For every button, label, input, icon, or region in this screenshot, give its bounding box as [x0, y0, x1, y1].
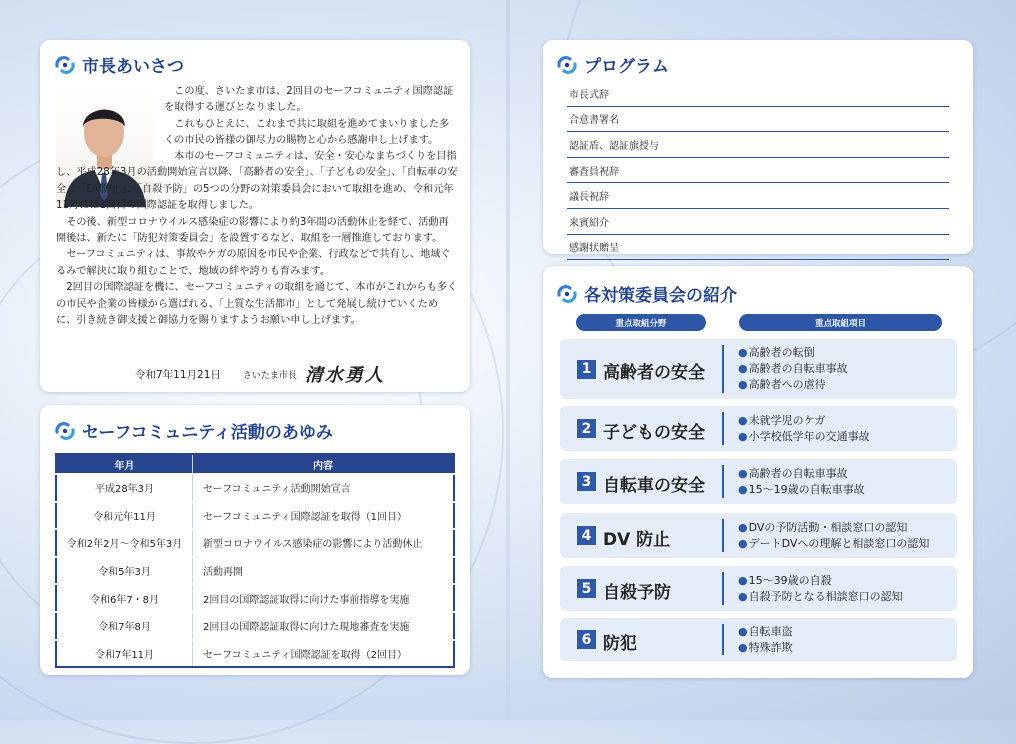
- greeting-paragraph: この度、さいたま市は、2回目のセーフコミュニティ国際認証を取得する運びとなりました。: [164, 86, 454, 114]
- row-content: 2回目の国際認証取得に向けた事前指導を実施: [193, 584, 455, 612]
- divider: [722, 519, 724, 552]
- committee-item: ● DVの予防活動・相談窓口の認知: [738, 520, 929, 536]
- row-content: セーフコミュニティ国際認証を取得（2回目）: [193, 640, 455, 668]
- mayor-signature: 清水勇人: [304, 365, 385, 386]
- program-title: プログラム: [556, 52, 669, 77]
- committee-items: [738, 624, 793, 656]
- committee-name: 子どもの安全: [603, 422, 705, 443]
- committee-items: [738, 345, 848, 393]
- committee-name: DV 防止: [603, 529, 671, 550]
- history-title: セーフコミュニティ活動のあゆみ: [54, 418, 333, 443]
- greeting-paragraph: セーフコミュニティは、事故やケガの原因を市民や企業、行政などで共有し、地域ぐるみで解決に取り組むことで、地域の絆や誇りも育みます。: [56, 249, 451, 277]
- program-item: 議長祝辞: [567, 183, 949, 209]
- table-row: [56, 529, 454, 557]
- row-date: 令和5年3月: [56, 557, 193, 585]
- committee-name: 防犯: [603, 633, 637, 654]
- mayor-role: さいたま市長: [242, 370, 297, 381]
- row-date: 令和2年2月～令和5年3月: [56, 529, 193, 557]
- committee-items: [738, 413, 870, 445]
- safety-community-logo-icon: [54, 420, 76, 442]
- committee-item: ● 高齢者への虐待: [738, 377, 848, 393]
- table-row: [56, 557, 454, 585]
- header-pill-area: 重点取組分野: [576, 314, 706, 331]
- committees-title: 各対策委員会の紹介: [556, 281, 737, 306]
- column-header-date: 年月: [56, 454, 193, 474]
- committee-item: ● 高齢者の自転車事故: [738, 361, 848, 377]
- greeting-intro: [164, 84, 458, 150]
- committee-row: [560, 566, 957, 611]
- committee-item: ● 自転車盗: [738, 624, 793, 640]
- history-table: [55, 453, 455, 668]
- table-row: [56, 502, 454, 530]
- safety-community-logo-icon: [556, 283, 578, 305]
- committee-items: [738, 466, 865, 498]
- program-item: 市長式辞: [567, 81, 949, 107]
- committee-number: 6: [577, 630, 596, 649]
- committee-number: 3: [577, 472, 596, 491]
- page-gutter: [506, 0, 510, 720]
- signature-line: [135, 361, 385, 387]
- committee-item: ● 未就学児のケガ: [738, 413, 870, 429]
- divider: [722, 345, 724, 393]
- committee-item: ● 高齢者の転倒: [738, 345, 848, 361]
- table-row: [56, 640, 454, 668]
- table-row: [56, 612, 454, 640]
- committee-item: ● デートDVへの理解と相談窓口の認知: [738, 536, 929, 552]
- committee-row: [560, 618, 957, 661]
- divider: [722, 412, 724, 445]
- greeting-date: 令和7年11月21日: [135, 368, 221, 381]
- table-row: [56, 474, 454, 502]
- row-content: セーフコミュニティ活動開始宣言: [193, 474, 455, 502]
- divider: [722, 624, 724, 655]
- safety-community-logo-icon: [556, 54, 578, 76]
- row-content: 活動再開: [193, 557, 455, 585]
- committee-number: 5: [577, 579, 596, 598]
- row-content: 2回目の国際認証取得に向けた現地審査を実施: [193, 612, 455, 640]
- divider: [722, 572, 724, 605]
- program-item: 来賓紹介: [567, 209, 949, 235]
- committee-item: ● 自殺予防となる相談窓口の認知: [738, 589, 903, 605]
- greeting-paragraph: これもひとえに、これまで共に取組を進めてまいりました多くの市民の皆様の御尽力の賜物と心から感謝申し上げます。: [164, 118, 450, 147]
- row-date: 令和元年11月: [56, 502, 193, 530]
- program-item: 感謝状贈呈: [567, 235, 949, 261]
- committee-number: 1: [577, 360, 596, 379]
- table-header-row: [56, 454, 454, 474]
- committee-item: ● 15～39歳の自殺: [738, 573, 903, 589]
- program-list: [567, 81, 949, 260]
- row-content: 新型コロナウイルス感染症の影響により活動休止: [193, 529, 455, 557]
- committee-item: ● 特殊詐欺: [738, 640, 793, 656]
- header-pill-items: 重点取組項目: [739, 314, 942, 331]
- greeting-paragraph: 2回目の国際認証を機に、セーフコミュニティの取組を通じて、本市がこれからも多くの市民や企業の皆様から選ばれる、「上質な生活都市」として発展し続けていくために、引き続き御支援と御協力を賜りますようお願い申し上げます。: [56, 282, 458, 327]
- column-header-content: 内容: [193, 454, 455, 474]
- row-date: 令和7年8月: [56, 612, 193, 640]
- row-date: 平成28年3月: [56, 474, 193, 502]
- committee-items: [738, 520, 929, 552]
- greeting-body: [56, 149, 458, 329]
- committee-number: 2: [577, 419, 596, 438]
- committee-name: 自殺予防: [603, 582, 671, 603]
- committee-name: 高齢者の安全: [603, 363, 705, 383]
- committee-items: [738, 573, 903, 605]
- program-item: 認証盾、認証旗授与: [567, 132, 949, 158]
- divider: [722, 465, 724, 498]
- table-row: [56, 584, 454, 612]
- row-date: 令和6年7・8月: [56, 584, 193, 612]
- committee-row: [560, 339, 957, 399]
- committee-row: [560, 513, 957, 558]
- row-date: 令和7年11月: [56, 640, 193, 668]
- greeting-paragraph: その後、新型コロナウイルス感染症の影響により約3年間の活動休止を経て、活動再開後は、新たに「防犯対策委員会」を設置するなど、取組を一層推進しております。: [56, 216, 449, 245]
- greeting-title: 市長あいさつ: [54, 52, 184, 77]
- committee-number: 4: [577, 526, 596, 545]
- committee-row: [560, 459, 957, 504]
- program-item: 合意書署名: [567, 107, 949, 133]
- committee-item: ● 高齢者の自転車事故: [738, 466, 865, 482]
- safety-community-logo-icon: [54, 54, 76, 76]
- row-content: セーフコミュニティ国際認証を取得（1回目）: [193, 502, 455, 530]
- committee-name: 自転車の安全: [603, 475, 705, 496]
- committee-item: ● 15～19歳の自転車事故: [738, 482, 865, 498]
- committee-row: [560, 406, 957, 451]
- greeting-paragraph: 本市のセーフコミュニティは、安全・安心なまちづくりを目指し、平成28年3月の活動開始宣言以降、「高齢者の安全」、「子どもの安全」、「自転車の安全」、「DV防止」、「自殺予防」の5つの分野の対策委員会において取組を進め、令和元年11月には1回目の国際認証を取得しました。: [56, 151, 458, 212]
- program-item: 審査員祝辞: [567, 158, 949, 184]
- committee-item: ● 小学校低学年の交通事故: [738, 429, 870, 445]
